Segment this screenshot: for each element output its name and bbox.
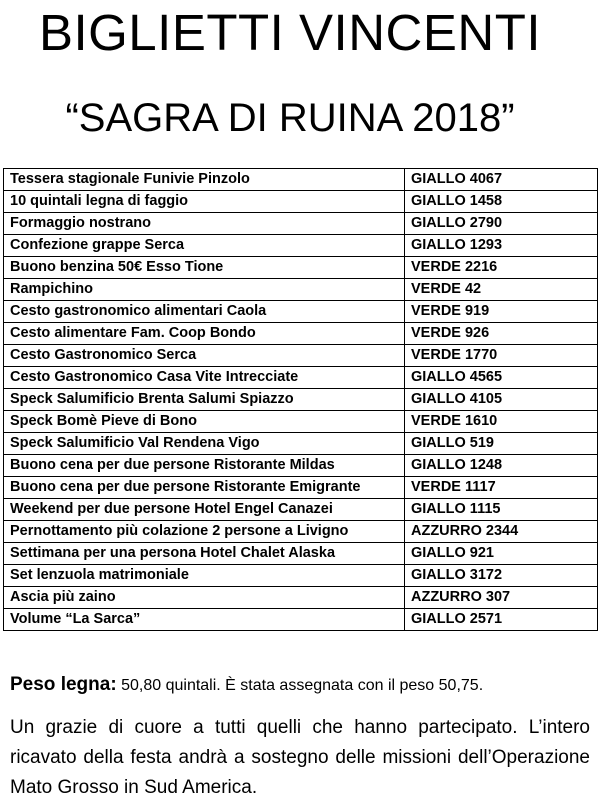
ticket-number: VERDE 1770 <box>405 345 598 367</box>
table-row <box>4 191 598 213</box>
table-row <box>4 323 598 345</box>
table-row <box>4 521 598 543</box>
prize-name: Volume “La Sarca” <box>4 609 405 631</box>
thanks-note: Un grazie di cuore a tutti quelli che hanno partecipato. L’intero ricavato della festa andrà a sostegno delle missioni dell’Operazione Mato Grosso in Sud America. <box>10 717 590 798</box>
table-row <box>4 169 598 191</box>
prize-name: Tessera stagionale Funivie Pinzolo <box>4 169 405 191</box>
prize-name: Formaggio nostrano <box>4 213 405 235</box>
wood-weight-line <box>10 672 483 698</box>
table-row <box>4 213 598 235</box>
table-row <box>4 279 598 301</box>
ticket-number: VERDE 1117 <box>405 477 598 499</box>
prize-name: Cesto alimentare Fam. Coop Bondo <box>4 323 405 345</box>
ticket-number: GIALLO 1293 <box>405 235 598 257</box>
ticket-number: GIALLO 1248 <box>405 455 598 477</box>
ticket-number: GIALLO 4067 <box>405 169 598 191</box>
prize-name: Settimana per una persona Hotel Chalet Alaska <box>4 543 405 565</box>
prize-name: Rampichino <box>4 279 405 301</box>
table-row <box>4 301 598 323</box>
table-row <box>4 257 598 279</box>
prize-name: Weekend per due persone Hotel Engel Canazei <box>4 499 405 521</box>
page-title: BIGLIETTI VINCENTI <box>38 4 542 61</box>
table-row <box>4 345 598 367</box>
ticket-number: GIALLO 4565 <box>405 367 598 389</box>
ticket-number: GIALLO 1458 <box>405 191 598 213</box>
table-row <box>4 477 598 499</box>
table-row <box>4 455 598 477</box>
table-row <box>4 235 598 257</box>
ticket-number: GIALLO 3172 <box>405 565 598 587</box>
prize-name: Ascia più zaino <box>4 587 405 609</box>
ticket-number: GIALLO 921 <box>405 543 598 565</box>
ticket-number: VERDE 1610 <box>405 411 598 433</box>
prize-name: Speck Bomè Pieve di Bono <box>4 411 405 433</box>
winning-tickets-table <box>3 168 598 631</box>
prize-name: Confezione grappe Serca <box>4 235 405 257</box>
prize-name: Buono cena per due persone Ristorante Mildas <box>4 455 405 477</box>
ticket-number: VERDE 2216 <box>405 257 598 279</box>
prize-name: Cesto Gastronomico Serca <box>4 345 405 367</box>
prize-name: 10 quintali legna di faggio <box>4 191 405 213</box>
table-row <box>4 543 598 565</box>
table-row <box>4 433 598 455</box>
prize-name: Speck Salumificio Brenta Salumi Spiazzo <box>4 389 405 411</box>
ticket-number: GIALLO 4105 <box>405 389 598 411</box>
ticket-number: GIALLO 519 <box>405 433 598 455</box>
prize-name: Buono cena per due persone Ristorante Emigrante <box>4 477 405 499</box>
table-row <box>4 389 598 411</box>
table-row <box>4 609 598 631</box>
prize-name: Pernottamento più colazione 2 persone a Livigno <box>4 521 405 543</box>
ticket-number: AZZURRO 2344 <box>405 521 598 543</box>
event-subtitle: “SAGRA DI RUINA 2018” <box>65 96 515 140</box>
ticket-number: GIALLO 2571 <box>405 609 598 631</box>
prize-name: Cesto Gastronomico Casa Vite Intrecciate <box>4 367 405 389</box>
table-row <box>4 411 598 433</box>
prize-name: Cesto gastronomico alimentari Caola <box>4 301 405 323</box>
wood-weight-value: 50,80 quintali. È stata assegnata con il peso 50,75. <box>116 677 484 694</box>
ticket-number: VERDE 926 <box>405 323 598 345</box>
table-row <box>4 587 598 609</box>
wood-weight-label: Peso legna: <box>10 674 117 695</box>
table-row <box>4 499 598 521</box>
prize-name: Buono benzina 50€ Esso Tione <box>4 257 405 279</box>
winning-tickets-body <box>4 169 598 631</box>
ticket-number: GIALLO 2790 <box>405 213 598 235</box>
ticket-number: VERDE 42 <box>405 279 598 301</box>
table-row <box>4 565 598 587</box>
prize-name: Set lenzuola matrimoniale <box>4 565 405 587</box>
ticket-number: AZZURRO 307 <box>405 587 598 609</box>
ticket-number: VERDE 919 <box>405 301 598 323</box>
prize-name: Speck Salumificio Val Rendena Vigo <box>4 433 405 455</box>
ticket-number: GIALLO 1115 <box>405 499 598 521</box>
table-row <box>4 367 598 389</box>
